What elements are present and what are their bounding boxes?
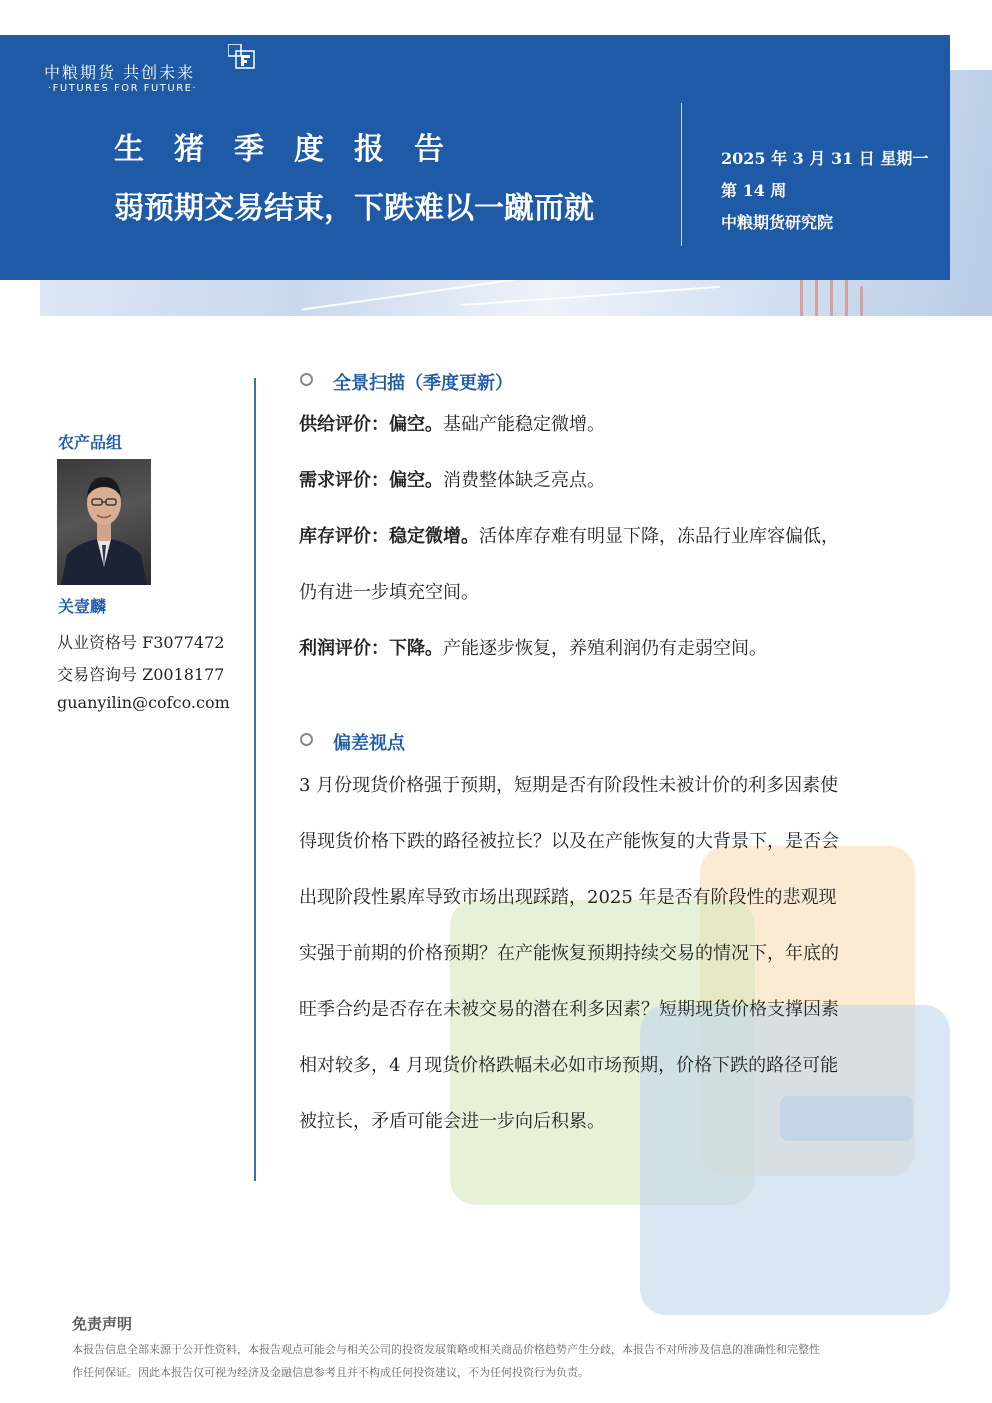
report-date: 2025 年 3 月 31 日 星期一: [721, 149, 929, 168]
author-name: 关壹麟: [58, 597, 107, 616]
disclaimer-text: 作任何保证。因此本报告仅可视为经济及金融信息参考且并不构成任何投资建议，不为任何投资行为负责。: [72, 1366, 589, 1379]
report-title: 弱预期交易结束，下跌难以一蹴而就: [114, 191, 594, 226]
brand-name: 中粮期货 共创未来: [44, 63, 196, 82]
deviation-line: 实强于前期的价格预期？在产能恢复预期持续交易的情况下，年底的: [299, 943, 839, 964]
inventory-evaluation-continued: 仍有进一步填充空间。: [299, 582, 479, 603]
report-type: 生猪季度报告: [114, 132, 474, 167]
sidebar-divider: [254, 378, 256, 1181]
banner-divider: [681, 103, 682, 246]
brand-logo-icon: [228, 44, 256, 70]
disclaimer-text: 本报告信息全部来源于公开性资料，本报告观点可能会与相关公司的投资发展策略或相关商品价格趋势产生分歧，本报告不对所涉及信息的准确性和完整性: [72, 1343, 820, 1356]
author-email[interactable]: guanyilin@cofco.com: [57, 693, 230, 712]
disclaimer-title: 免责声明: [72, 1315, 133, 1333]
report-week: 第 14 周: [721, 181, 787, 200]
author-group: 农产品组: [58, 433, 123, 452]
bullet-circle-icon: [300, 733, 313, 746]
author-photo: [57, 459, 151, 585]
deviation-line: 3 月份现货价格强于预期，短期是否有阶段性未被计价的利多因素使: [299, 775, 839, 796]
decor-inner-block: [780, 1096, 913, 1141]
deviation-line: 得现货价格下跌的路径被拉长？以及在产能恢复的大背景下，是否会: [299, 831, 839, 852]
profit-evaluation: 利润评价：下降。产能逐步恢复，养殖利润仍有走弱空间。: [299, 638, 767, 659]
inventory-evaluation: 库存评价：稳定微增。活体库存难有明显下降，冻品行业库容偏低，: [299, 526, 839, 547]
deviation-line: 旺季合约是否存在未被交易的潜在利多因素？短期现货价格支撑因素: [299, 999, 839, 1020]
deviation-line: 被拉长，矛盾可能会进一步向后积累。: [299, 1111, 605, 1132]
supply-evaluation: 供给评价：偏空。基础产能稳定微增。: [299, 414, 605, 435]
deviation-line: 相对较多，4 月现货价格跌幅未必如市场预期，价格下跌的路径可能: [299, 1055, 839, 1076]
deviation-line: 出现阶段性累库导致市场出现踩踏，2025 年是否有阶段性的悲观现: [299, 887, 837, 908]
institute-name: 中粮期货研究院: [721, 213, 834, 232]
bullet-circle-icon: [300, 373, 313, 386]
author-consulting-number: 交易咨询号 Z0018177: [57, 665, 225, 684]
brand-slogan: ·FUTURES FOR FUTURE·: [48, 83, 198, 94]
author-qualification: 从业资格号 F3077472: [57, 633, 225, 652]
demand-evaluation: 需求评价：偏空。消费整体缺乏亮点。: [299, 470, 605, 491]
